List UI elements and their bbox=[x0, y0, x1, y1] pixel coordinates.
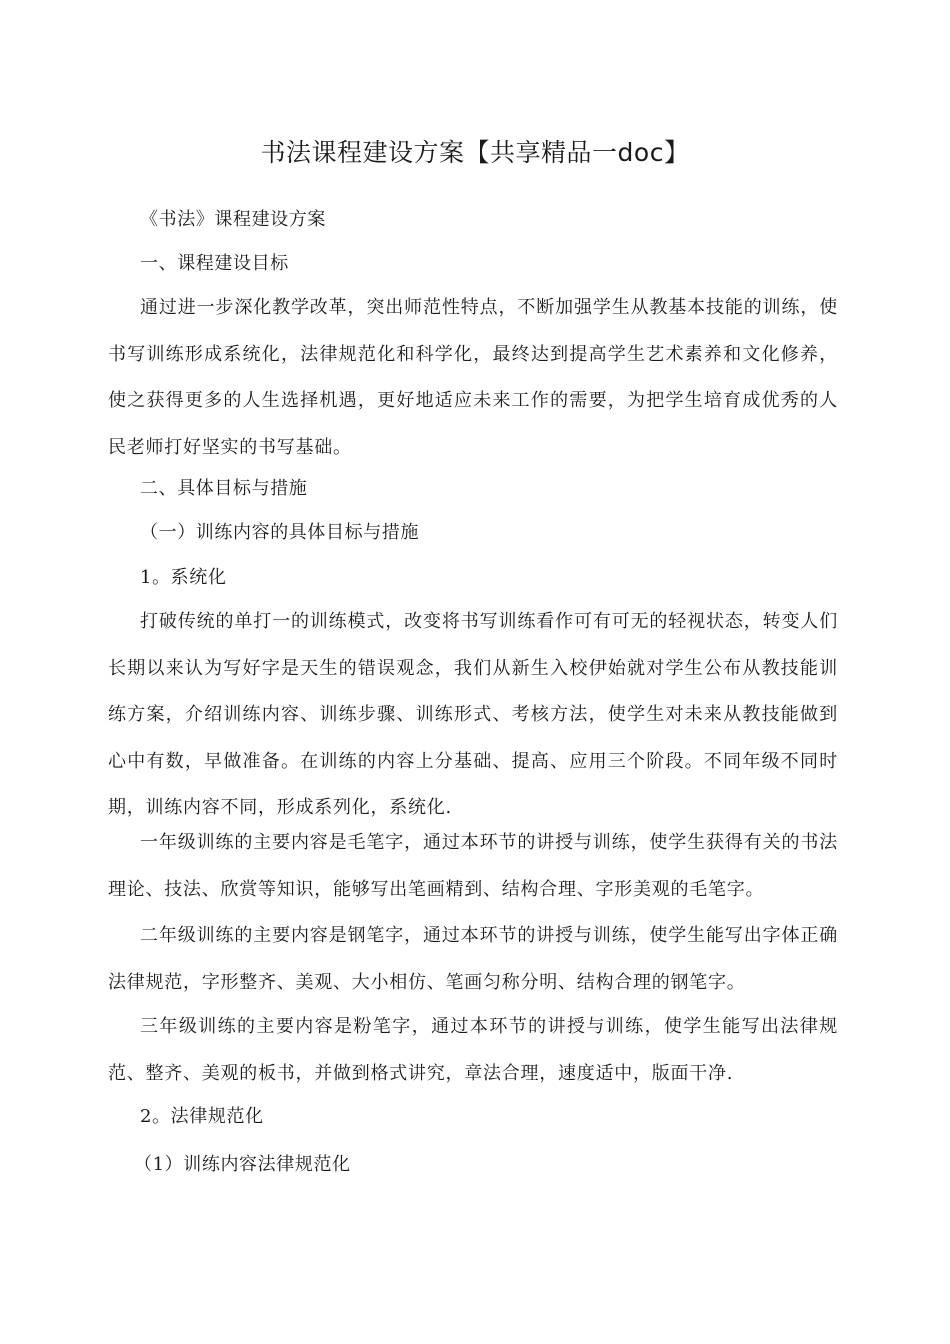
item2-sub1-heading: （1）训练内容法律规范化 bbox=[134, 1154, 351, 1175]
section2-heading: 二、具体目标与措施 bbox=[140, 478, 308, 499]
grade1-paragraph: 一年级训练的主要内容是毛笔字，通过本环节的讲授与训练，使学生获得有关的书法理论、技法、欣赏等知识，能够写出笔画精到、结构合理、字形美观的毛笔字。 bbox=[108, 832, 838, 900]
section1-paragraph: 通过进一步深化教学改革，突出师范性特点，不断加强学生从教基本技能的训练，使书写训练形成系统化，法律规范化和科学化，最终达到提高学生艺术素养和文化修养，使之获得更多的人生选择机遇，更好地适应未来工作的需要，为把学生培育成优秀的人民老师打好坚实的书写基础。 bbox=[108, 297, 838, 458]
grade2-paragraph: 二年级训练的主要内容是钢笔字，通过本环节的讲授与训练，使学生能写出字体正确法律规范，字形整齐、美观、大小相仿、笔画匀称分明、结构合理的钢笔字。 bbox=[108, 925, 838, 993]
subsection1-heading: （一）训练内容的具体目标与措施 bbox=[140, 522, 419, 543]
section1-heading: 一、课程建设目标 bbox=[140, 253, 289, 274]
grade3-paragraph: 三年级训练的主要内容是粉笔字，通过本环节的讲授与训练，使学生能写出法律规范、整齐、美观的板书，并做到格式讲究，章法合理，速度适中，版面干净. bbox=[108, 1016, 838, 1084]
item1-heading: 1。系统化 bbox=[140, 567, 227, 588]
document-subtitle: 《书法》课程建设方案 bbox=[140, 209, 326, 230]
item1-paragraph: 打破传统的单打一的训练模式，改变将书写训练看作可有可无的轻视状态，转变人们长期以来认为写好字是天生的错误观念，我们从新生入校伊始就对学生公布从教技能训练方案，介绍训练内容、训练步骤、训练形式、考核方法，使学生对未来从教技能做到心中有数，早做准备。在训练的内容上分基础、提高、应用三个阶段。不同年级不同时期，训练内容不同，形成系列化，系统化. bbox=[108, 611, 838, 818]
document-title: 书法课程建设方案【共享精品一doc】 bbox=[260, 138, 690, 167]
item2-heading: 2。法律规范化 bbox=[140, 1106, 264, 1127]
